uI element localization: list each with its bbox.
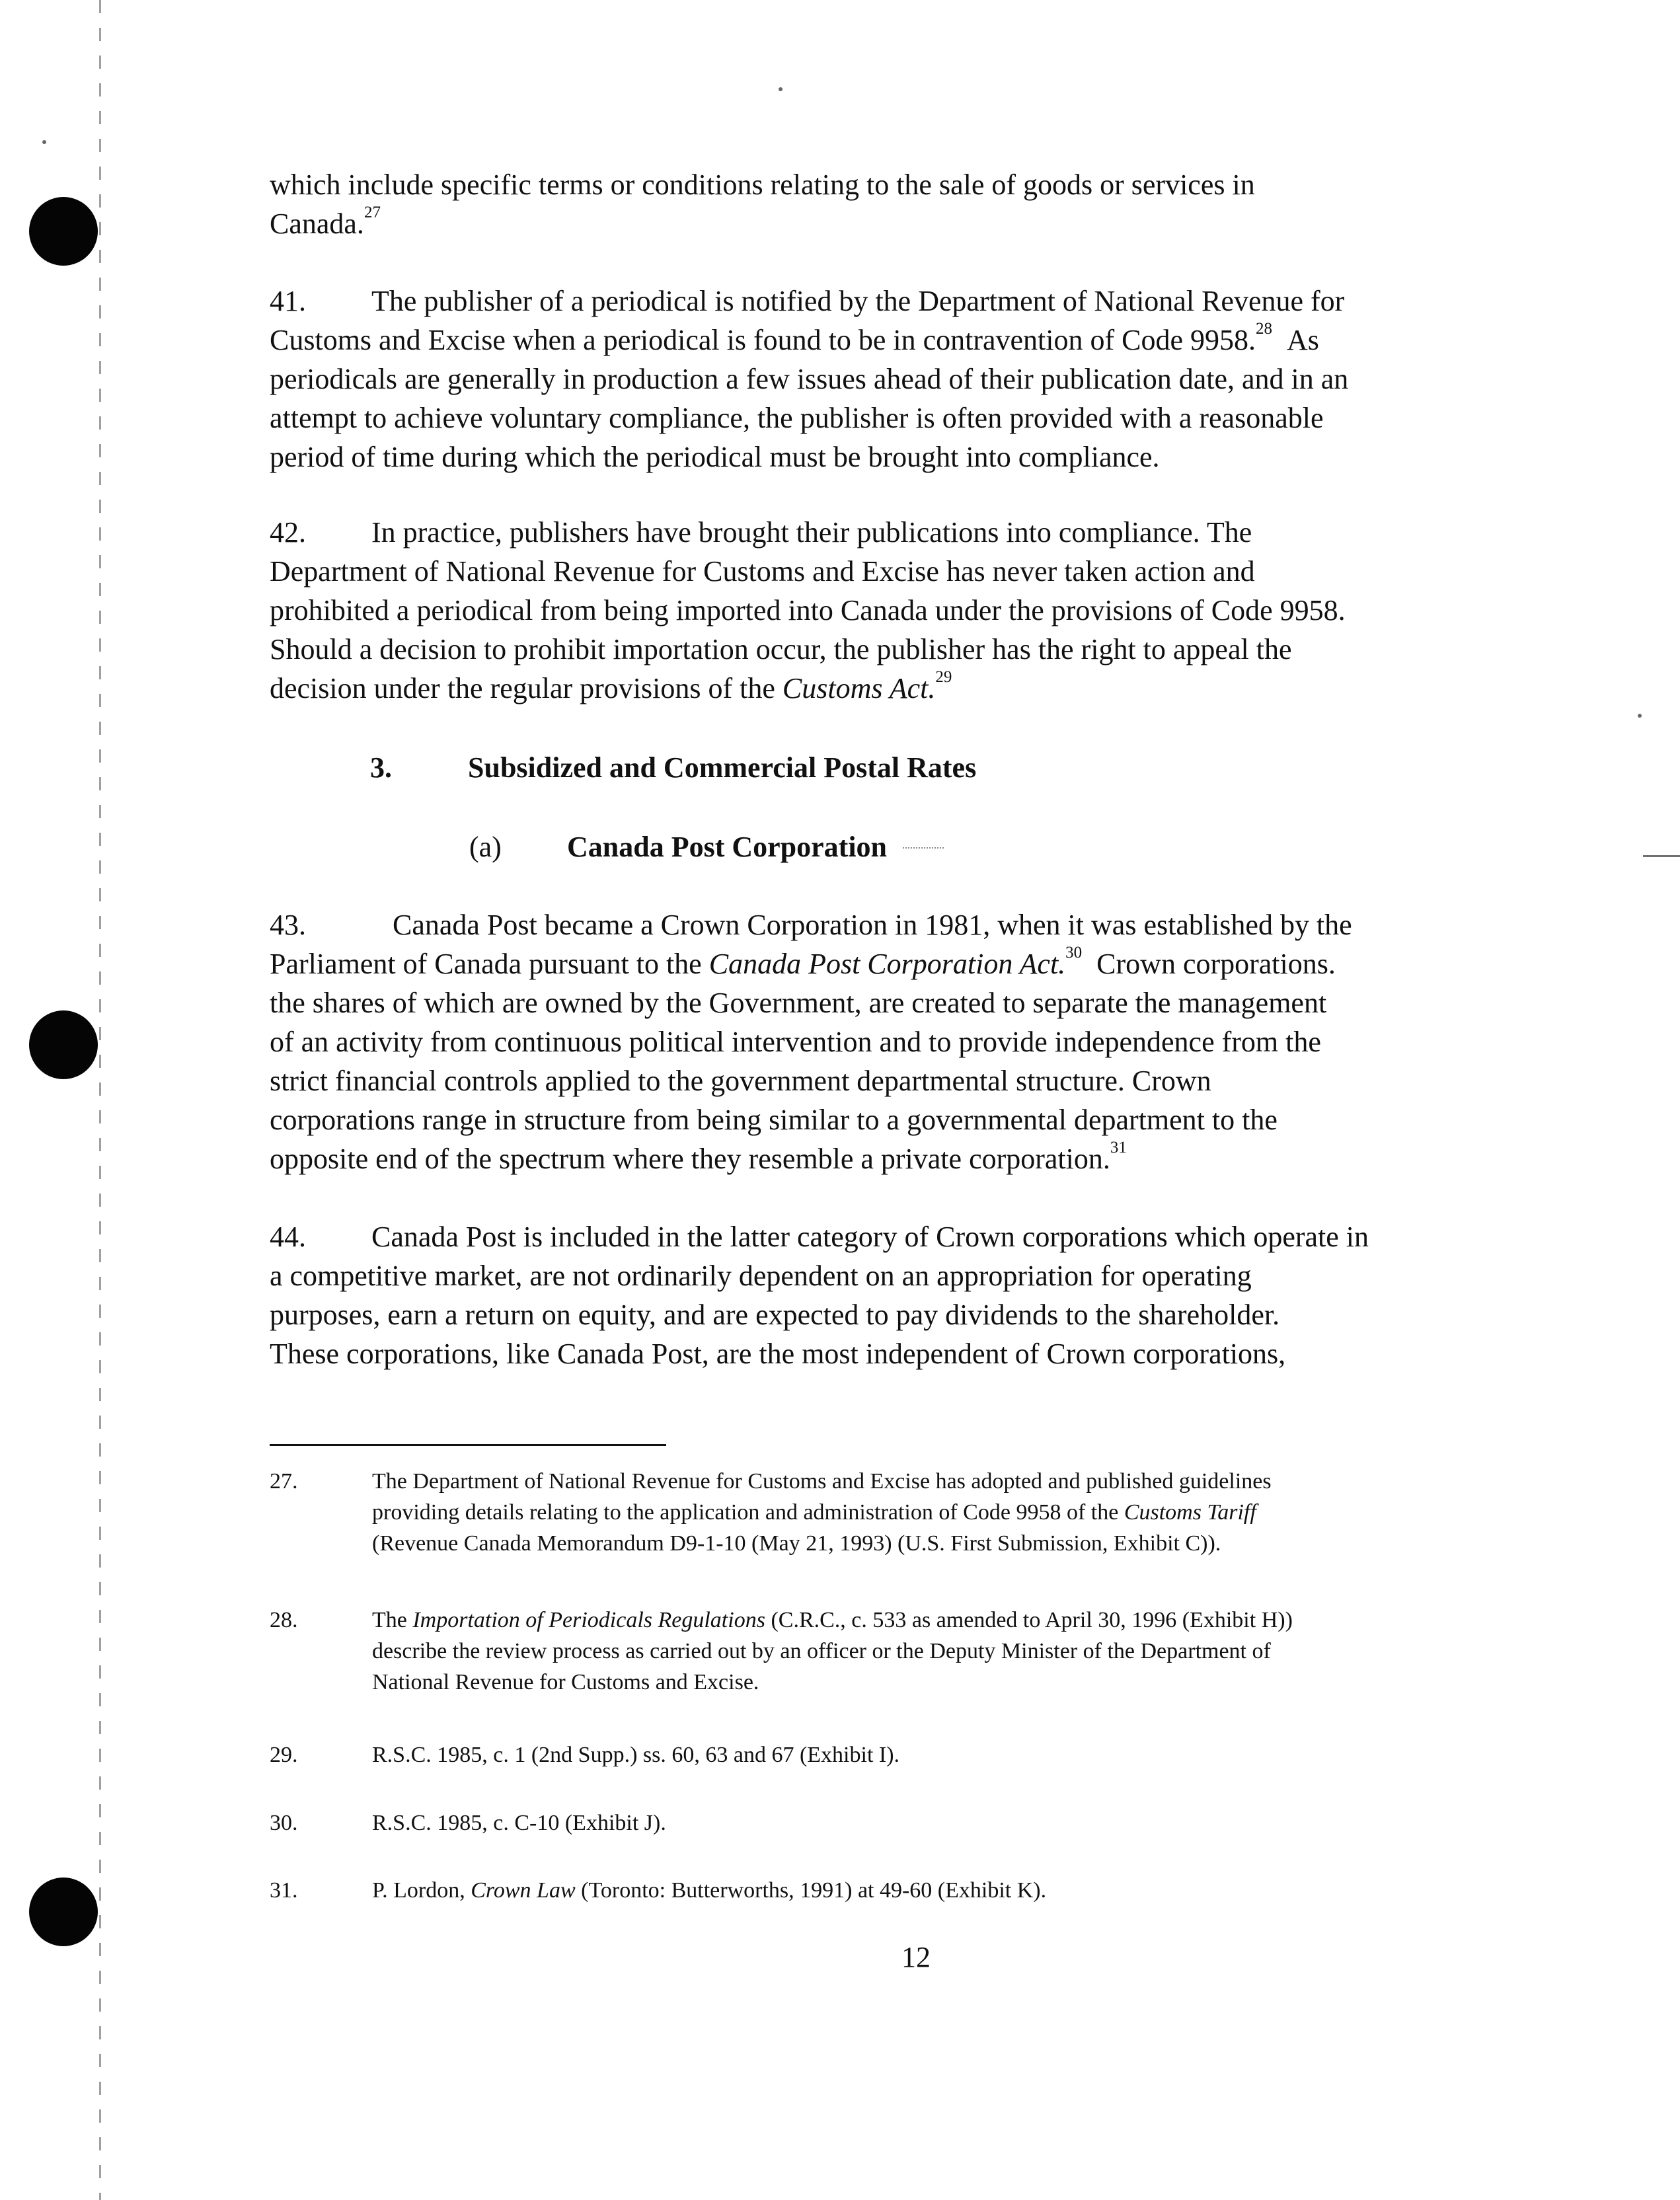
paragraph-42-line-3: prohibited a periodical from being imported into Canada under the provisions of Code 9958. (270, 594, 1346, 626)
customs-act-citation: Customs Act. (782, 672, 936, 704)
continuation-line-2-text: Canada. (270, 208, 364, 240)
scan-speck (1638, 714, 1642, 718)
footnote-ref-28: 28 (1256, 320, 1273, 338)
paragraph-41-text: As (1287, 324, 1319, 356)
crown-law-citation: Crown Law (471, 1878, 576, 1903)
footnote-27-text (372, 1466, 1585, 1559)
customs-tariff-citation: Customs Tariff (1124, 1500, 1256, 1525)
paragraph-number: 43. (270, 909, 306, 941)
paragraph-43 (270, 905, 1572, 1178)
top-continuation (270, 165, 1572, 243)
paragraph-42-text: In practice, publishers have brought their publications into compliance. The (371, 516, 1252, 549)
paragraph-43-line-6: corporations range in structure from being similar to a governmental department to the (270, 1104, 1278, 1136)
footnote-separator (270, 1444, 666, 1446)
footnote-31 (270, 1875, 1585, 1908)
scan-dots (903, 847, 944, 849)
footnote-ref-29: 29 (935, 668, 952, 687)
footnote-27-line-3: (Revenue Canada Memorandum D9-1-10 (May 21, 1993) (U.S. First Submission, Exhibit C)). (372, 1531, 1221, 1556)
footnote-number: 31. (270, 1878, 298, 1903)
section-title: Subsidized and Commercial Postal Rates (468, 751, 977, 784)
continuation-line-2 (270, 204, 1572, 243)
paragraph-41-text: The publisher of a periodical is notified by the Department of National Revenue for (371, 285, 1345, 317)
paragraph-43-line-7 (270, 1139, 1572, 1178)
paragraph-43-text: Parliament of Canada pursuant to the (270, 948, 709, 980)
footnote-28-line-3: National Revenue for Customs and Excise. (372, 1670, 759, 1694)
section-heading (370, 749, 976, 786)
footnote-number: 27. (270, 1469, 298, 1494)
footnote-27-line-2 (372, 1497, 1585, 1528)
paragraph-43-line-2 (270, 944, 1572, 983)
footnote-31-text-part: (Toronto: Butterworths, 1991) at 49-60 (Exhibit K). (575, 1878, 1047, 1903)
footnote-number: 29. (270, 1743, 298, 1767)
punch-hole-top (29, 197, 98, 266)
paragraph-number: 42. (270, 516, 306, 549)
paragraph-41-line-1 (270, 282, 1572, 321)
footnote-ref-27: 27 (363, 204, 381, 222)
footnote-28-text (372, 1605, 1585, 1698)
continuation-line-1: which include specific terms or conditions relating to the sale of goods or services in (270, 169, 1255, 201)
subsection-heading (469, 829, 944, 866)
footnote-31-text (372, 1875, 1585, 1906)
paragraph-42-line-5 (270, 669, 1572, 708)
paragraph-41-line-4: attempt to achieve voluntary compliance, the publisher is often provided with a reasonable (270, 402, 1324, 434)
footnote-30-text: R.S.C. 1985, c. C-10 (Exhibit J). (372, 1811, 666, 1835)
paragraph-43-text: Crown corporations. (1096, 948, 1336, 980)
footnote-28-line-1 (372, 1605, 1585, 1636)
punch-hole-middle (29, 1010, 98, 1079)
paragraph-42-line-2: Department of National Revenue for Customs and Excise has never taken action and (270, 555, 1255, 588)
paragraph-42-line-1 (270, 513, 1572, 552)
paragraph-43-text: Canada Post became a Crown Corporation in 1981, when it was established by the (393, 909, 1352, 941)
paragraph-44-line-3: purposes, earn a return on equity, and are expected to pay dividends to the shareholder. (270, 1299, 1280, 1331)
footnote-ref-30: 30 (1065, 944, 1083, 962)
paragraph-41 (270, 282, 1572, 476)
footnote-ref-31: 31 (1110, 1139, 1127, 1157)
page-number: 12 (901, 1941, 931, 1973)
left-binding-marks (99, 0, 101, 2200)
right-edge-mark (1643, 855, 1680, 857)
footnote-27-text-part: providing details relating to the application and administration of Code 9958 of the (372, 1500, 1124, 1525)
paragraph-41-line-3: periodicals are generally in production a few issues ahead of their publication date, and in an (270, 363, 1349, 395)
paragraph-41-text: Customs and Excise when a periodical is found to be in contravention of Code 9958. (270, 324, 1256, 356)
paragraph-44-line-1 (270, 1217, 1572, 1256)
paragraph-42-line-4: Should a decision to prohibit importation occur, the publisher has the right to appeal the (270, 633, 1292, 665)
paragraph-number: 41. (270, 285, 306, 317)
canada-post-act-citation: Canada Post Corporation Act. (708, 948, 1066, 980)
paragraph-43-line-4: of an activity from continuous political intervention and to provide independence from the (270, 1026, 1321, 1058)
paragraph-44 (270, 1217, 1572, 1373)
footnote-27-line-1: The Department of National Revenue for Customs and Excise has adopted and published guidelines (372, 1469, 1272, 1494)
periodical-regulations-citation: Importation of Periodicals Regulations (412, 1608, 765, 1632)
paragraph-43-line-3: the shares of which are owned by the Government, are created to separate the management (270, 987, 1327, 1019)
footnote-28-text-part: The (372, 1608, 413, 1632)
footnote-31-text-part: P. Lordon, (372, 1878, 471, 1903)
paragraph-43-line-1 (270, 905, 1572, 944)
footnote-28 (270, 1605, 1585, 1704)
scan-speck (42, 140, 46, 144)
scan-speck (779, 87, 783, 91)
paragraph-43-text: opposite end of the spectrum where they resemble a private corporation. (270, 1143, 1110, 1175)
paragraph-41-line-5: period of time during which the periodical must be brought into compliance. (270, 441, 1160, 473)
footnote-28-text-part: (C.R.C., c. 533 as amended to April 30, 1996 (Exhibit H)) (765, 1608, 1293, 1632)
footnote-29-text: R.S.C. 1985, c. 1 (2nd Supp.) ss. 60, 63 and 67 (Exhibit I). (372, 1743, 900, 1767)
paragraph-41-line-2 (270, 321, 1572, 360)
footnote-27 (270, 1466, 1585, 1565)
paragraph-43-line-5: strict financial controls applied to the government departmental structure. Crown (270, 1065, 1211, 1097)
paragraph-44-line-2: a competitive market, are not ordinarily dependent on an appropriation for operating (270, 1260, 1252, 1292)
section-number: 3. (370, 751, 392, 784)
subsection-title: Canada Post Corporation (567, 831, 888, 863)
footnote-number: 30. (270, 1811, 298, 1835)
footnote-number: 28. (270, 1608, 298, 1632)
punch-hole-bottom (29, 1878, 98, 1946)
paragraph-42 (270, 513, 1572, 708)
paragraph-42-text: decision under the regular provisions of the (270, 672, 783, 704)
paragraph-44-text: Canada Post is included in the latter category of Crown corporations which operate in (371, 1221, 1369, 1253)
footnote-30 (270, 1807, 1585, 1840)
subsection-number: (a) (469, 831, 502, 863)
footnote-29 (270, 1739, 1585, 1772)
footnote-28-line-2: describe the review process as carried out by an officer or the Deputy Minister of the Department of (372, 1639, 1271, 1663)
paragraph-44-line-4: These corporations, like Canada Post, are the most independent of Crown corporations, (270, 1338, 1286, 1370)
paragraph-number: 44. (270, 1221, 306, 1253)
